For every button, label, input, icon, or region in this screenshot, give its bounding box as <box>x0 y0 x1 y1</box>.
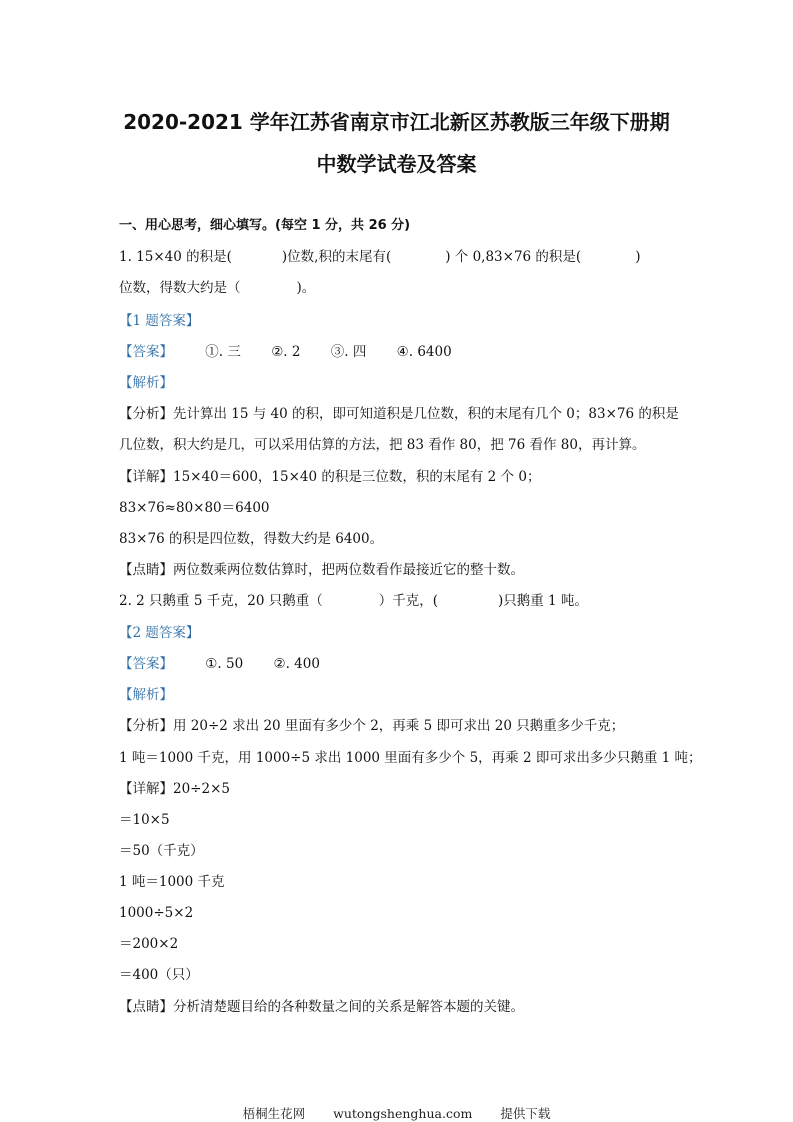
q2-text-b: ）千克，( <box>378 593 438 609</box>
q1-text-d: ) <box>635 249 641 265</box>
page-title-line2: 中数学试卷及答案 <box>316 152 477 176</box>
xiangjie-label: 【详解】 <box>119 781 173 797</box>
answer-item: ②. 2 <box>271 344 301 360</box>
calc-step: 1 吨＝1000 千克 <box>119 874 225 890</box>
footer-site-url[interactable]: wutongshenghua.com <box>333 1106 473 1121</box>
q2-dianjing <box>119 998 524 1016</box>
q2-analysis-header: 【解析】 <box>119 687 173 703</box>
q1-dianjing <box>119 561 524 579</box>
calc-step: 20÷2×5 <box>173 781 230 797</box>
question-1-line2 <box>119 279 315 297</box>
q1-text-b: )位数,积的末尾有( <box>281 249 392 265</box>
q1-text-a: 1. 15×40 的积是( <box>119 249 232 265</box>
answer-item: ④. 6400 <box>396 344 452 360</box>
q1-text-f: )。 <box>296 280 316 296</box>
q1-analysis-header: 【解析】 <box>119 375 173 391</box>
answer-item: ③. 四 <box>330 344 367 360</box>
q1-text-c: ) 个 0,83×76 的积是( <box>445 249 582 265</box>
q1-fenxi-line1 <box>119 405 679 423</box>
calc-step: 1000÷5×2 <box>119 905 194 921</box>
section-heading: 一、用心思考，细心填写。(每空 1 分，共 26 分) <box>119 218 411 233</box>
q1-text-e: 位数，得数大约是（ <box>119 280 241 296</box>
q2-text-c: )只鹅重 1 吨。 <box>497 593 588 609</box>
answer-item: ①. 三 <box>205 344 241 360</box>
q1-xiangjie-line2: 83×76≈80×80＝6400 <box>119 500 270 516</box>
fenxi-text: 用 20÷2 求出 20 里面有多少个 2，再乘 5 即可求出 20 只鹅重多少千克； <box>173 718 625 734</box>
answer-label: 【答案】 <box>119 344 173 360</box>
fenxi-text: 先计算出 15 与 40 的积，即可知道积是几位数，积的末尾有几个 0；83×76 的积是 <box>173 406 679 422</box>
xiangjie-text: 15×40＝600，15×40 的积是三位数，积的末尾有 2 个 0； <box>173 469 541 485</box>
q1-fenxi-line2: 几位数，积大约是几，可以采用估算的方法，把 83 看作 80，把 76 看作 80，再计算。 <box>119 437 646 453</box>
q2-text-a: 2. 2 只鹅重 5 千克，20 只鹅重（ <box>119 593 323 609</box>
q1-answer-header: 【1 题答案】 <box>119 313 200 329</box>
calc-step: ＝200×2 <box>119 936 179 952</box>
q1-answer-row <box>119 343 452 361</box>
dianjing-text: 两位数乘两位数估算时，把两位数看作最接近它的整十数。 <box>173 562 524 578</box>
q2-answer-row <box>119 655 320 673</box>
answer-item: ①. 50 <box>205 656 244 672</box>
q2-fenxi-line1 <box>119 717 624 735</box>
xiangjie-label: 【详解】 <box>119 469 173 485</box>
q1-xiangjie-line1 <box>119 468 540 486</box>
fenxi-label: 【分析】 <box>119 406 173 422</box>
footer-site-name: 梧桐生花网 <box>242 1106 306 1121</box>
dianjing-label: 【点睛】 <box>119 562 173 578</box>
page-title-line1: 2020-2021 学年江苏省南京市江北新区苏教版三年级下册期 <box>123 110 670 134</box>
q2-fenxi-line2: 1 吨＝1000 千克，用 1000÷5 求出 1000 里面有多少个 5，再乘 2 即可求出多少只鹅重 1 吨； <box>119 750 702 766</box>
answer-item: ②. 400 <box>273 656 320 672</box>
q2-xiangjie <box>119 780 230 798</box>
fenxi-label: 【分析】 <box>119 718 173 734</box>
q1-xiangjie-line3: 83×76 的积是四位数，得数大约是 6400。 <box>119 531 384 547</box>
question-1-line1 <box>119 248 640 266</box>
footer-download: 提供下载 <box>500 1106 551 1121</box>
calc-step: ＝400（只） <box>119 967 199 983</box>
question-2-line1 <box>119 592 588 610</box>
dianjing-text: 分析清楚题目给的各种数量之间的关系是解答本题的关键。 <box>173 999 524 1015</box>
page-footer <box>0 1104 793 1122</box>
q2-answer-header: 【2 题答案】 <box>119 625 200 641</box>
calc-step: ＝50（千克） <box>119 843 204 859</box>
calc-step: ＝10×5 <box>119 812 170 828</box>
dianjing-label: 【点睛】 <box>119 999 173 1015</box>
answer-label: 【答案】 <box>119 656 173 672</box>
